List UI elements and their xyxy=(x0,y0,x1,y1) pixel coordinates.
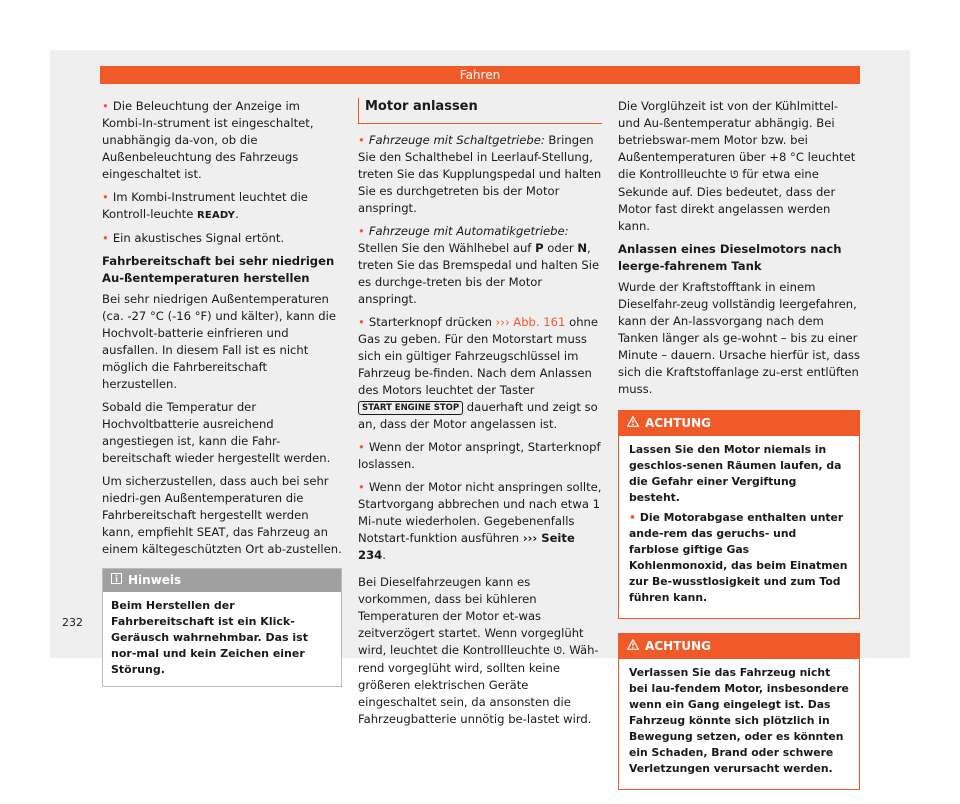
note-header xyxy=(103,569,341,592)
warning-title: ACHTUNG xyxy=(645,639,711,653)
paragraph-text: . Wäh-rend vorgeglüht wird, sollten keine größeren elektrischen Geräte eingeschaltet sein, da ansonsten die Fahrzeugbatterie unnötig be-lastet wird. xyxy=(358,643,599,726)
warning-text xyxy=(619,436,859,618)
list-item-text: , treten Sie das Bremspedal und halten Sie es durchge-treten bis der Motor anspringt. xyxy=(358,241,600,306)
paragraph-text: Bei Dieselfahrzeugen kann es vorkommen, dass bei kühleren Temperaturen der Motor et-was zeitverzögert startet. Wenn vorgeglüht wird, leuchtet die Kontrollleuchte xyxy=(358,575,584,657)
section-title-block xyxy=(358,98,602,124)
list-item-label: Fahrzeuge mit Automatikgetriebe: xyxy=(368,224,569,238)
list-item xyxy=(358,479,602,564)
paragraph: Bei sehr niedrigen Außentemperaturen (ca. -27 °C (-16 °F) und kälter), kann die Hochvolt-batterie einfrieren und ausfallen. In diesem Fall ist es nicht möglich die Fahrbereitschaft herzustellen. xyxy=(102,292,337,391)
note-title: Hinweis xyxy=(128,573,182,587)
paragraph-text: für etwa eine Sekunde auf. Dies bedeutet, dass der Motor fast direkt angelassen werden kann. xyxy=(618,167,836,233)
list-item xyxy=(358,314,602,433)
list-item-text: . xyxy=(235,207,239,221)
list-item: • Die Beleuchtung der Anzeige im Kombi-In-strument ist eingeschaltet, unabhängig da-von, ob die Außenbeleuchtung des Fahrzeugs eingeschaltet ist. xyxy=(102,98,342,183)
list-item xyxy=(102,189,342,224)
glow-plug-icon: ᘎ xyxy=(730,170,739,181)
list-item-text: Stellen Sie den Wählhebel auf xyxy=(358,241,536,255)
warning-box xyxy=(618,410,860,619)
list-item-text: Wenn der Motor nicht anspringen sollte, Startvorgang abbrechen und nach etwa 1 Mi-nute wiederholen. Gegebenenfalls Notstart-funktion ausführen xyxy=(358,480,602,545)
page-reference-link[interactable]: ››› Seite 234 xyxy=(358,531,575,562)
list-item-text: ohne Gas zu geben. Für den Motorstart muss sich ein gültiger Fahrzeugschlüssel im Fahrzeug be-finden. Nach dem Anlassen des Motors leuchtet der Taster xyxy=(358,315,599,397)
page-header xyxy=(100,66,860,84)
note-box xyxy=(102,568,342,687)
list-item-text: oder xyxy=(543,241,578,255)
section-heading: Anlassen eines Dieselmotors nach leerge-fahrenem Tank xyxy=(618,242,842,273)
list-item-text: Im Kombi-Instrument leuchtet die Kontroll-leuchte xyxy=(102,190,308,221)
list-item-text: dauerhaft und zeigt so an, dass der Motor angelassen ist. xyxy=(358,400,598,431)
gear-n-label: N xyxy=(577,241,588,255)
header-title: Fahren xyxy=(459,68,501,82)
list-item-text: Bringen Sie den Schalthebel in Leerlauf-Stellung, treten Sie das Kupplungspedal und halten Sie es durchgetreten bis der Motor anspringt. xyxy=(358,133,602,215)
warning-bullet: • Die Motorabgase enthalten unter ande-rem das geruchs- und farblose giftige Gas Kohlenmonoxid, das beim Einatmen zur Be-wusstlosigkeit und zum Tod führen kann. xyxy=(629,510,849,606)
figure-reference-link[interactable]: ››› Abb. 161 xyxy=(495,315,566,329)
warning-triangle-icon xyxy=(627,415,639,432)
column-3 xyxy=(618,98,860,804)
section-title: Motor anlassen xyxy=(359,98,602,124)
warning-box xyxy=(618,633,860,790)
start-engine-stop-icon: START ENGINE STOP xyxy=(358,401,463,415)
paragraph: Sobald die Temperatur der Hochvoltbatterie ausreichend angestiegen ist, kann die Fahr-bereitschaft wieder hergestellt werden. xyxy=(102,400,331,465)
list-item xyxy=(358,223,602,308)
warning-title: ACHTUNG xyxy=(645,416,711,430)
section-heading: Fahrbereitschaft bei sehr niedrigen Au-ßentemperaturen herstellen xyxy=(102,254,335,285)
list-item-label: Fahrzeuge mit Schaltgetriebe: xyxy=(368,133,545,147)
page-number: 232 xyxy=(62,616,83,629)
warning-header xyxy=(619,634,859,659)
paragraph-text: Die Vorglühzeit ist von der Kühlmittel- und Au-ßentemperatur abhängig. Bei betriebswar-mem Motor bzw. bei Außentemperaturen über +8 °C leuchtet die Kontrollleuchte xyxy=(618,99,856,181)
paragraph: Wurde der Kraftstofftank in einem Dieselfahr-zeug vollständig leergefahren, kann der An-lassvorgang nach dem Tanken länger als ge-wohnt – bis zu einer Minute – dauern. Ursache hierfür ist, dass sich die Kraftstoffanlage zu-erst entlüften muss. xyxy=(618,280,861,396)
list-item-text: . xyxy=(382,548,386,562)
list-item-text: Starterknopf drücken xyxy=(368,315,496,329)
warning-paragraph: Lassen Sie den Motor niemals in geschlos-senen Räumen laufen, da die Gefahr einer Vergiftung besteht. xyxy=(629,443,842,504)
warning-header xyxy=(619,411,859,436)
ready-indicator-icon: READY xyxy=(197,210,236,221)
info-icon xyxy=(111,572,122,589)
note-text: Beim Herstellen der Fahrbereitschaft ist ein Klick-Geräusch wahrnehmbar. Das ist nor-mal und kein Zeichen einer Störung. xyxy=(111,599,308,676)
paragraph xyxy=(358,574,602,728)
list-item xyxy=(358,132,602,217)
list-item: • Ein akustisches Signal ertönt. xyxy=(102,230,342,247)
warning-text xyxy=(619,659,859,789)
list-item: • Wenn der Motor anspringt, Starterknopf loslassen. xyxy=(358,439,602,473)
paragraph xyxy=(618,98,860,235)
column-2 xyxy=(358,98,602,734)
warning-triangle-icon xyxy=(627,638,639,655)
gear-p-label: P xyxy=(535,241,544,255)
column-1 xyxy=(102,98,342,687)
paragraph: Um sicherzustellen, dass auch bei sehr niedri-gen Außentemperaturen die Fahrbereitschaft hergestellt werden kann, empfiehlt SEAT, das Fahrzeug an einem kältegeschützten Ort ab-zustellen. xyxy=(102,474,342,556)
warning-paragraph: Verlassen Sie das Fahrzeug nicht bei lau-fendem Motor, insbesondere wenn ein Gang eingelegt ist. Das Fahrzeug könnte sich plötzlich in Bewegung setzen, oder es könnten ein Schaden, Brand oder schwere Verletzungen verursacht werden. xyxy=(629,666,849,775)
glow-plug-icon: ᘎ xyxy=(553,646,562,657)
